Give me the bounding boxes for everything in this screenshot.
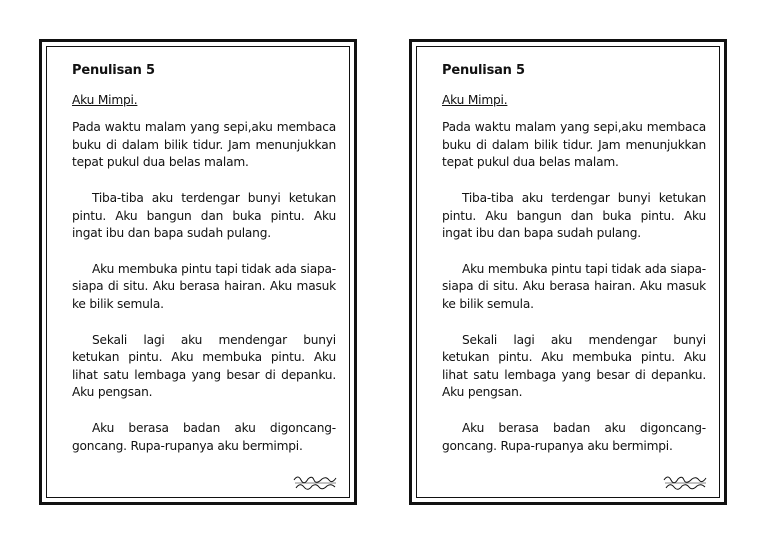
paragraph-5: Aku berasa badan aku digoncang-goncang. Rupa-rupanya aku bermimpi. (442, 420, 706, 453)
signature-logo (292, 472, 338, 492)
card-title: Penulisan 5 (72, 63, 155, 78)
writing-card-left (39, 39, 357, 505)
card-content (442, 62, 706, 473)
story-title: Aku Mimpi. (442, 92, 508, 107)
paragraph-4: Sekali lagi aku mendengar bunyi ketukan pintu. Aku membuka pintu. Aku lihat satu lembaga yang besar di depanku. Aku pengsan. (72, 332, 336, 400)
writing-card-right (409, 39, 727, 505)
story-title: Aku Mimpi. (72, 92, 138, 107)
paragraph-2: Tiba-tiba aku terdengar bunyi ketukan pintu. Aku bangun dan buka pintu. Aku ingat ibu dan bapa sudah pulang. (442, 190, 706, 241)
paragraph-1: Pada waktu malam yang sepi,aku membaca buku di dalam bilik tidur. Jam menunjukkan tepat pukul dua belas malam. (72, 120, 336, 170)
paragraph-3: Aku membuka pintu tapi tidak ada siapa-siapa di situ. Aku berasa hairan. Aku masuk ke bilik semula. (442, 261, 706, 311)
paragraph-1: Pada waktu malam yang sepi,aku membaca buku di dalam bilik tidur. Jam menunjukkan tepat pukul dua belas malam. (442, 120, 706, 170)
paragraph-2: Tiba-tiba aku terdengar bunyi ketukan pintu. Aku bangun dan buka pintu. Aku ingat ibu dan bapa sudah pulang. (72, 190, 336, 241)
paragraph-4: Sekali lagi aku mendengar bunyi ketukan pintu. Aku membuka pintu. Aku lihat satu lembaga yang besar di depanku. Aku pengsan. (442, 332, 706, 400)
card-title: Penulisan 5 (442, 63, 525, 78)
paragraph-5: Aku berasa badan aku digoncang-goncang. Rupa-rupanya aku bermimpi. (72, 420, 336, 453)
paragraph-3: Aku membuka pintu tapi tidak ada siapa-siapa di situ. Aku berasa hairan. Aku masuk ke bilik semula. (72, 261, 336, 311)
card-content (72, 62, 336, 473)
signature-logo (662, 472, 708, 492)
